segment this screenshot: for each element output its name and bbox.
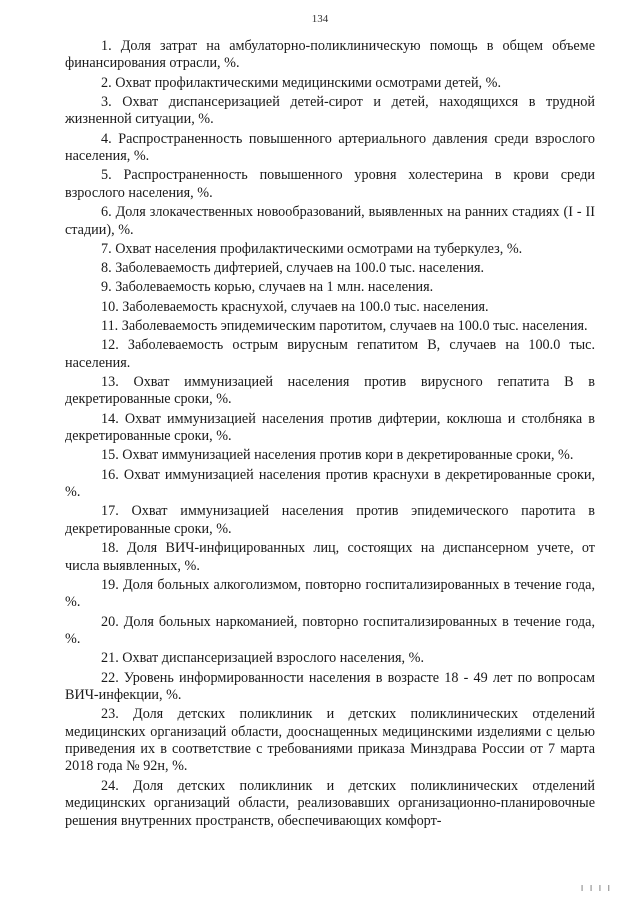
- list-item: 23. Доля детских поликлиник и детских поликлинических отделений медицинских организаций области, дооснащенных медицинскими изделиями с целью приведения их в соответствие с требованиями приказа Минздрава России от 7 марта 2018 года № 92н, %.: [65, 706, 595, 775]
- page-number: 134: [311, 13, 329, 25]
- list-item: 18. Доля ВИЧ-инфицированных лиц, состоящих на диспансерном учете, от числа выявленных, %.: [65, 540, 595, 574]
- list-item: 4. Распространенность повышенного артериального давления среди взрослого населения, %.: [65, 130, 595, 165]
- list-item: 1. Доля затрат на амбулаторно-поликлиническую помощь в общем объеме финансирования отрасли, %.: [65, 38, 595, 72]
- list-item: 24. Доля детских поликлиник и детских поликлинических отделений медицинских организаций области, реализовавших организационно-планировочные решения внутренних пространств, обеспечивающих комфорт-: [65, 777, 595, 829]
- list-item: 13. Охват иммунизацией населения против вирусного гепатита В в декретированные сроки, %.: [65, 374, 595, 408]
- indicator-list: [65, 38, 595, 832]
- list-item: 9. Заболеваемость корью, случаев на 1 млн. населения.: [101, 279, 434, 296]
- list-item: 2. Охват профилактическими медицинскими осмотрами детей, %.: [101, 74, 501, 91]
- list-item: 19. Доля больных алкоголизмом, повторно госпитализированных в течение года, %.: [65, 576, 595, 611]
- list-item: 21. Охват диспансеризацией взрослого населения, %.: [101, 650, 425, 667]
- footer-mark: I I I I: [580, 884, 612, 893]
- list-item: 11. Заболеваемость эпидемическим паротитом, случаев на 100.0 тыс. населения.: [101, 318, 588, 334]
- list-item: 15. Охват иммунизацией населения против кори в декретированные сроки, %.: [101, 447, 574, 464]
- list-item: 7. Охват населения профилактическими осмотрами на туберкулез, %.: [101, 240, 523, 257]
- list-item: 16. Охват иммунизацией населения против краснухи в декретированные сроки, %.: [65, 466, 595, 501]
- list-item: 14. Охват иммунизацией населения против дифтерии, коклюша и столбняка в декретированные сроки, %.: [65, 410, 595, 445]
- list-item: 5. Распространенность повышенного уровня холестерина в крови среди взрослого населения, %.: [65, 167, 595, 201]
- list-item: 10. Заболеваемость краснухой, случаев на 100.0 тыс. населения.: [101, 298, 489, 315]
- list-item: 3. Охват диспансеризацией детей-сирот и детей, находящихся в трудной жизненной ситуации, %.: [65, 94, 595, 128]
- list-item: 17. Охват иммунизацией населения против эпидемического паротита в декретированные сроки, %.: [65, 503, 595, 537]
- list-item: 22. Уровень информированности населения в возрасте 18 - 49 лет по вопросам ВИЧ-инфекции, %.: [65, 669, 595, 703]
- list-item: 12. Заболеваемость острым вирусным гепатитом В, случаев на 100.0 тыс. населения.: [65, 337, 595, 371]
- list-item: 20. Доля больных наркоманией, повторно госпитализированных в течение года, %.: [65, 613, 595, 647]
- list-item: 8. Заболеваемость дифтерией, случаев на 100.0 тыс. населения.: [101, 260, 485, 277]
- list-item: 6. Доля злокачественных новообразований, выявленных на ранних стадиях (I - II стадии), %.: [65, 204, 595, 238]
